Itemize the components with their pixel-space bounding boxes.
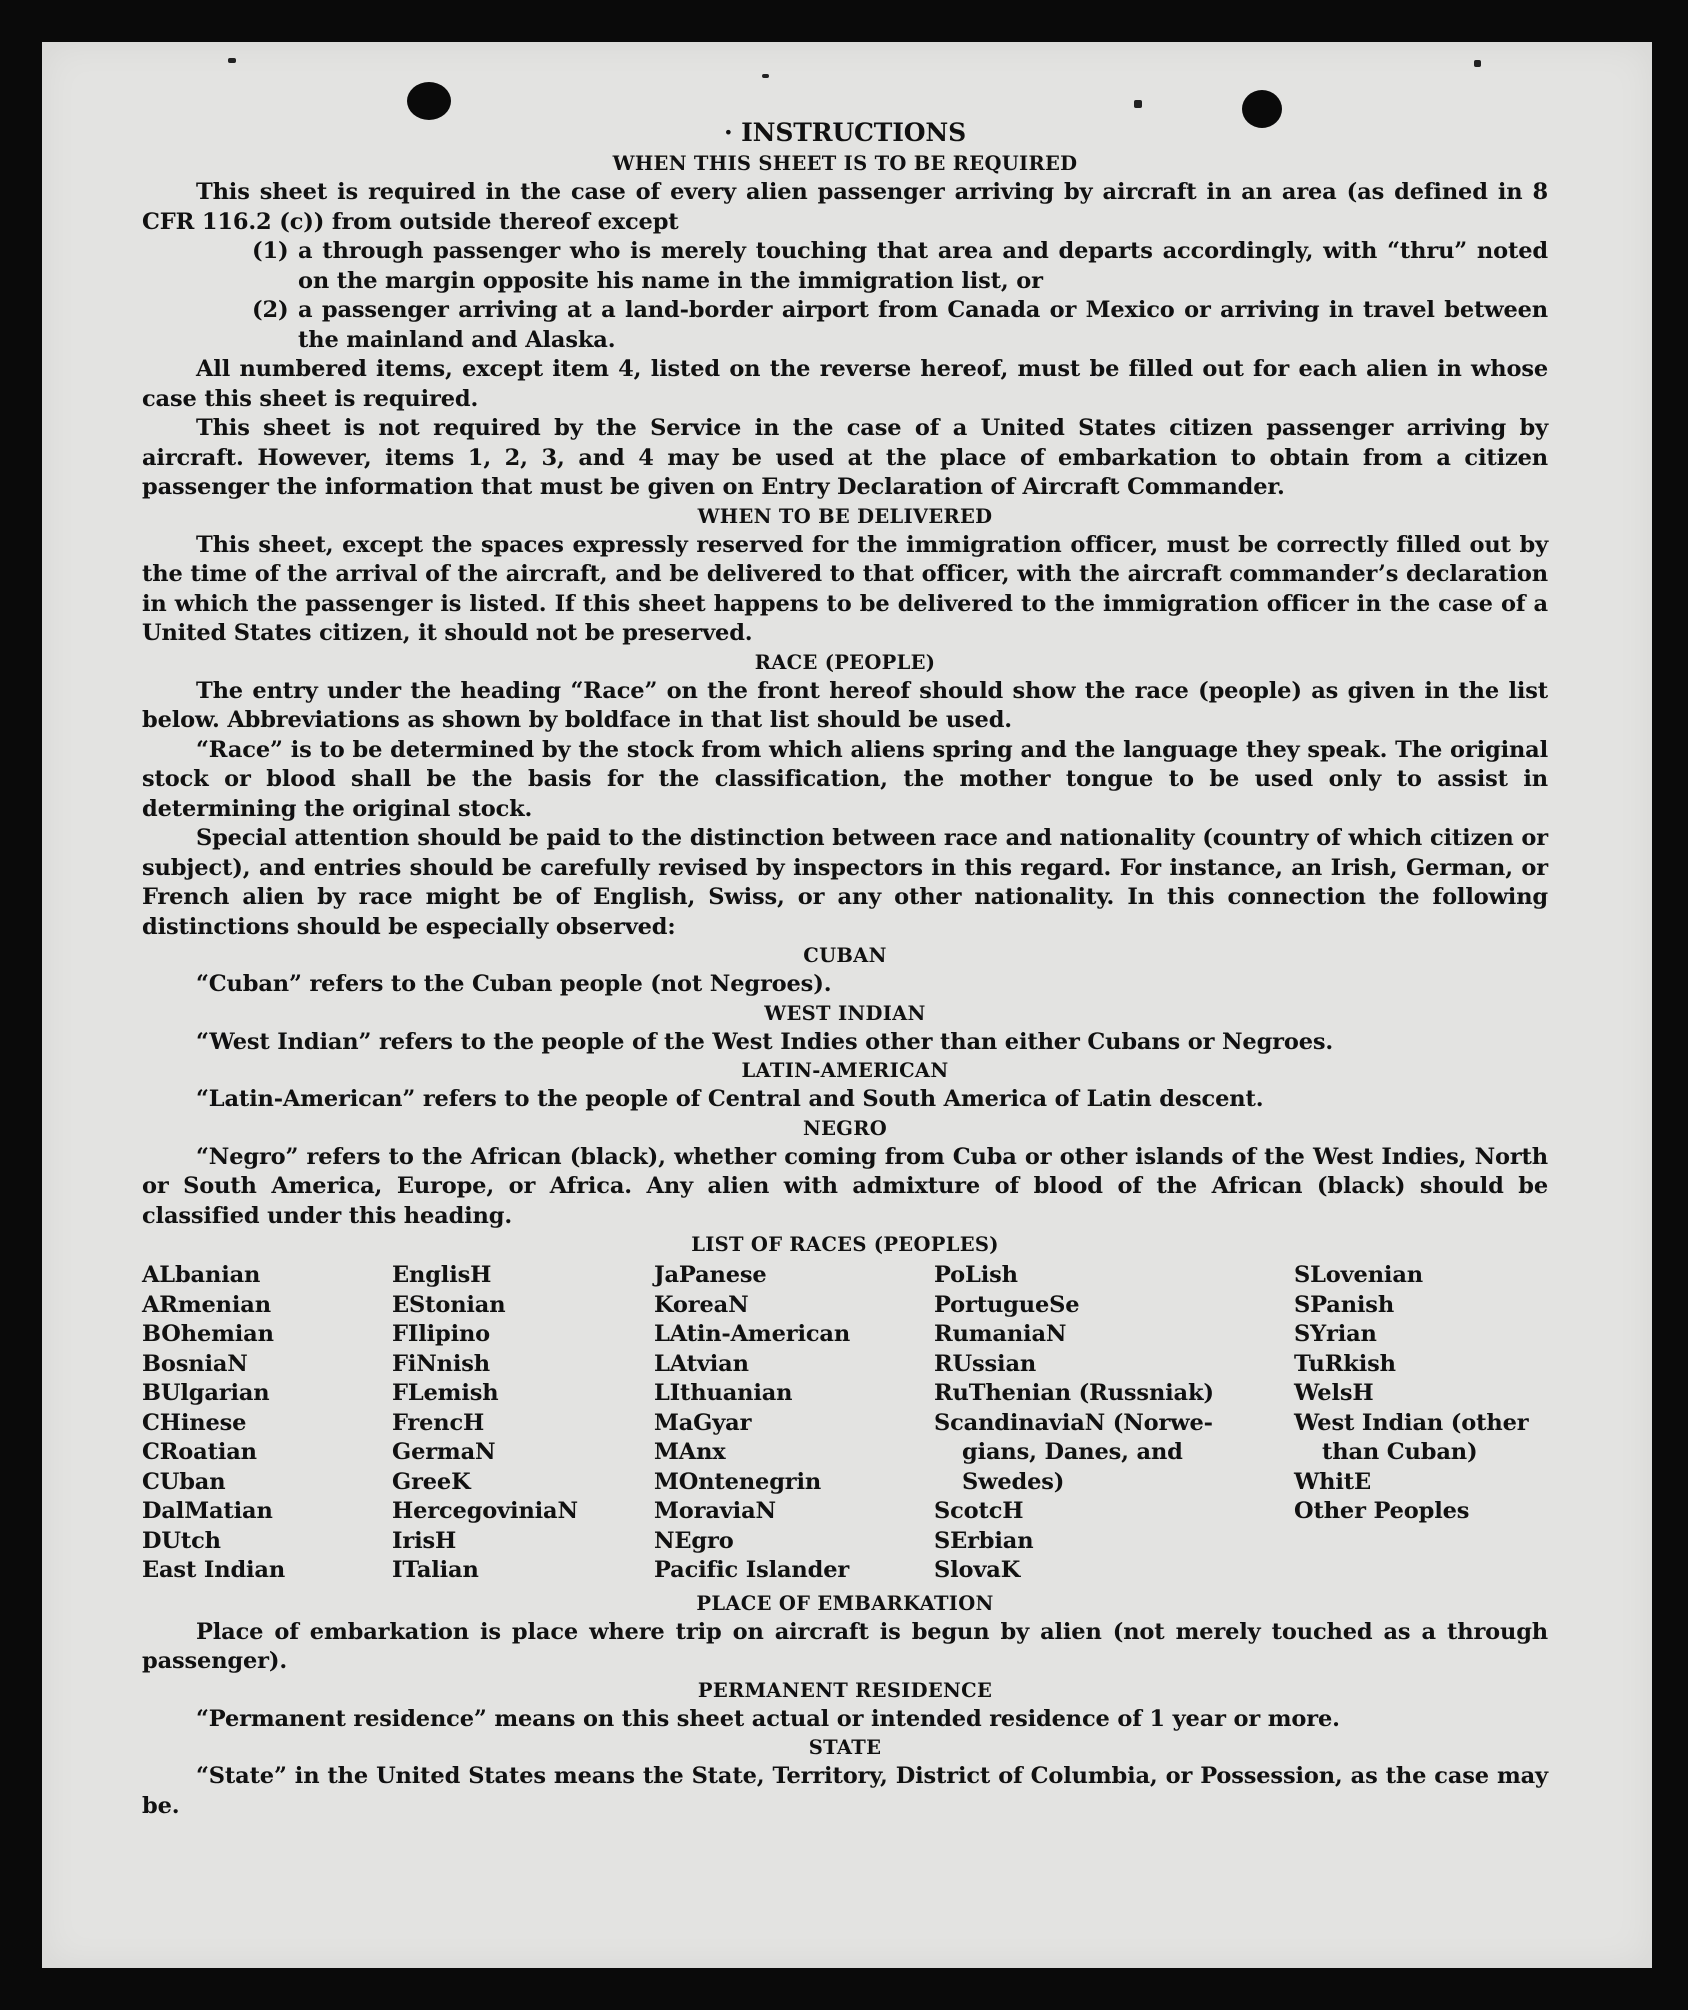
document-page [42,42,1652,1968]
race-entry: FiNnish [392,1350,490,1377]
race-entry: GreeK [392,1468,471,1495]
definition: “West Indian” refers to the people of the West Indies other than either Cubans or Negroes. [196,1028,1334,1055]
race-entry: RumaniaN [934,1321,1067,1347]
race-column [142,1261,392,1586]
item-number: (1) [252,238,289,264]
race-entry: MoraviaN [654,1498,776,1524]
race-entry: GermaN [392,1439,496,1465]
section-heading-when-delivered: WHEN TO BE DELIVERED [697,504,993,528]
race-entry: PoLish [934,1262,1018,1288]
race-entry: ALbanian [142,1262,261,1288]
race-entry: LIthuanian [654,1380,793,1406]
section-heading-when-required: WHEN THIS SHEET IS TO BE REQUIRED [612,152,1078,175]
punch-hole [407,82,451,120]
race-entry: CUban [142,1468,226,1495]
race-entry: HercegoviniaN [392,1498,578,1524]
section-heading-west-indian: WEST INDIAN [764,1001,926,1025]
race-entry: FrencH [392,1409,485,1436]
item-number: (2) [252,297,289,323]
race-entry: Pacific Islander [654,1557,850,1583]
race-entry-continuation: gians, Danes, and [962,1439,1183,1465]
race-column [392,1261,654,1586]
race-entry: FLemish [392,1380,499,1406]
scan-speck [228,58,236,63]
race-entry: DUtch [142,1527,221,1554]
race-entry: LAtin-American [654,1321,851,1347]
race-entry: Other Peoples [1294,1498,1470,1524]
page-title: · INSTRUCTIONS [724,118,966,147]
race-entry: IrisH [392,1527,457,1554]
race-column [654,1261,934,1586]
definition: “Cuban” refers to the Cuban people (not Negroes). [196,971,832,997]
paragraph: All numbered items, except item 4, listed on the reverse hereof, must be filled out for each alien in whose case this sheet is required. [142,356,1548,412]
race-entry: JaPanese [654,1262,767,1288]
section-heading-state: STATE [808,1736,882,1759]
paragraph: This sheet is required in the case of every alien passenger arriving by aircraft in an area (as defined in 8 CFR 116.2 (c)) from outside thereof except [142,179,1548,235]
item-text: a through passenger who is merely touching that area and departs accordingly, with “thru” noted on the margin opposite his name in the immigration list, or [298,238,1548,294]
section-heading-permanent-residence: PERMANENT RESIDENCE [697,1678,993,1702]
race-entry: ITalian [392,1557,479,1583]
race-entry: SErbian [934,1527,1034,1554]
race-entry-continuation: than Cuban) [1322,1439,1478,1465]
definition: “Permanent residence” means on this sheet actual or intended residence of 1 year or more. [196,1705,1340,1732]
section-heading-latin-american: LATIN-AMERICAN [741,1059,949,1082]
section-heading-list-of-races: LIST OF RACES (PEOPLES) [691,1233,999,1256]
race-entry: TuRkish [1294,1350,1396,1377]
exception-item [142,296,1548,355]
race-entry: FIlipino [392,1321,491,1347]
paragraph: The entry under the heading “Race” on the front hereof should show the race (people) as given in the list below. Abbreviations as shown by boldface in that list should be used. [142,677,1548,733]
race-column [1294,1261,1548,1586]
section-heading-cuban: CUBAN [803,944,887,967]
scan-speck [762,74,769,78]
race-entry: EnglisH [392,1262,492,1288]
race-entry: KoreaN [654,1291,749,1318]
item-text: a passenger arriving at a land-border airport from Canada or Mexico or arriving in travel between the mainland and Alaska. [298,297,1548,353]
race-entry: MAnx [654,1439,726,1465]
race-entry: WhitE [1294,1468,1371,1495]
scan-speck [1134,100,1142,108]
race-entry: SlovaK [934,1557,1021,1583]
race-entry: BosniaN [142,1350,248,1377]
section-heading-negro: NEGRO [802,1116,888,1140]
race-entry: West Indian (other [1294,1409,1529,1436]
race-entry: BUlgarian [142,1380,270,1406]
race-entry: SYrian [1294,1321,1377,1347]
race-entry: MaGyar [654,1409,752,1436]
paragraph: “State” in the United States means the State, Territory, District of Columbia, or Possession, as the case may be. [142,1763,1548,1819]
race-entry: BOhemian [142,1321,274,1347]
race-entry: ScotcH [934,1498,1024,1524]
race-entry: RUssian [934,1350,1037,1377]
race-entry: NEgro [654,1527,734,1554]
race-entry: WelsH [1294,1380,1374,1406]
race-entry: CRoatian [142,1439,257,1465]
race-list [142,1261,1548,1586]
section-heading-race: RACE (PEOPLE) [754,650,936,674]
section-heading-place-of-embarkation: PLACE OF EMBARKATION [696,1591,994,1615]
scan-speck [1474,60,1481,67]
race-entry: PortugueSe [934,1291,1080,1318]
race-entry: SLovenian [1294,1262,1423,1288]
paragraph: This sheet is not required by the Service in the case of a United States citizen passenger arriving by aircraft. However, items 1, 2, 3, and 4 may be used at the place of embarkation to obtain from a citizen passenger the information that must be given on Entry Declaration of Aircraft Commander. [142,415,1548,500]
race-entry: EStonian [392,1291,506,1318]
exception-item [142,237,1548,296]
race-entry: RuThenian (Russniak) [934,1380,1214,1406]
race-entry: DalMatian [142,1498,273,1524]
race-entry: LAtvian [654,1350,749,1377]
paragraph: Special attention should be paid to the distinction between race and nationality (country of which citizen or subject), and entries should be carefully revised by inspectors in this regard. For instance, an Irish, German, or French alien by race might be of English, Swiss, or any other nationality. In this connection the following distinctions should be especially observed: [142,825,1548,940]
paragraph: Place of embarkation is place where trip on aircraft is begun by alien (not merely touched as a through passenger). [142,1618,1548,1674]
race-column [934,1261,1294,1586]
race-entry: CHinese [142,1409,247,1436]
paragraph: This sheet, except the spaces expressly reserved for the immigration officer, must be correctly filled out by the time of the arrival of the aircraft, and be delivered to that officer, with the aircraft commander’s declaration in which the passenger is listed. If this sheet happens to be delivered to the immigration officer in the case of a United States citizen, it should not be preserved. [142,531,1548,646]
race-entry: ARmenian [142,1291,271,1318]
paragraph: “Negro” refers to the African (black), whether coming from Cuba or other islands of the West Indies, North or South America, Europe, or Africa. Any alien with admixture of blood of the African (black) should be classified under this heading. [142,1143,1548,1229]
race-entry: ScandinaviaN (Norwe- [934,1409,1213,1436]
definition: “Latin-American” refers to the people of Central and South America of Latin descent. [196,1086,1264,1112]
instructions-body [142,116,1548,1821]
race-entry: SPanish [1294,1291,1395,1318]
paragraph: “Race” is to be determined by the stock from which aliens spring and the language they speak. The original stock or blood shall be the basis for the classification, the mother tongue to be used only to assist in determining the original stock. [142,736,1548,822]
race-entry-continuation: Swedes) [962,1468,1065,1495]
race-entry: East Indian [142,1557,286,1583]
race-entry: MOntenegrin [654,1468,822,1495]
